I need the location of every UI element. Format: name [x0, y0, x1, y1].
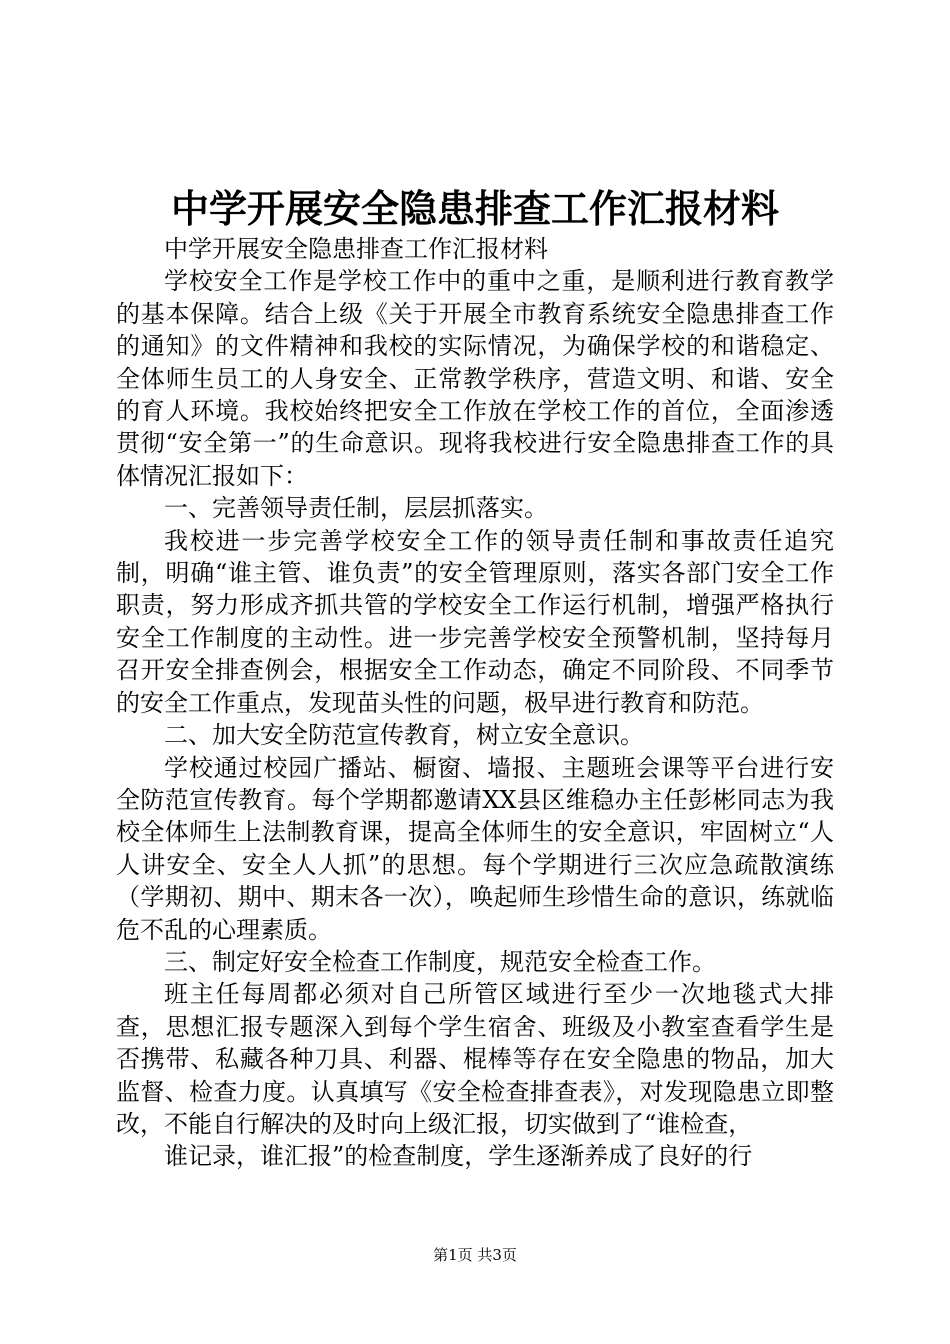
section-paragraph-3: 班主任每周都必须对自己所管区域进行至少一次地毯式大排查，思想汇报专题深入到每个学生宿舍、班级及小教室查看学生是否携带、私藏各种刀具、利器、棍棒等存在安全隐患的物品，加大监督、检查力度。认真填写《安全检查排查表》，对发现隐患立即整改，不能自行解决的及时向上级汇报，切实做到了“谁检查， — [116, 980, 834, 1138]
continuation-paragraph: 谁记录，谁汇报”的检查制度，学生逐渐养成了良好的行 — [164, 1142, 753, 1171]
page-number-footer: 第1页 共3页 — [433, 1246, 517, 1264]
section-paragraph-1: 我校进一步完善学校安全工作的领导责任制和事故责任追究制，明确“谁主管、谁负责”的安全管理原则，落实各部门安全工作职责，努力形成齐抓共管的学校安全工作运行机制，增强严格执行安全工作制度的主动性。进一步完善学校安全预警机制，坚持每月召开安全排查例会，根据安全工作动态，确定不同阶段、不同季节的安全工作重点，发现苗头性的问题，极早进行教育和防范。 — [116, 526, 834, 717]
section-paragraph-2: 学校通过校园广播站、橱窗、墙报、主题班会课等平台进行安全防范宣传教育。每个学期都邀请XX县区维稳办主任彭彬同志为我校全体师生上法制教育课，提高全体师生的安全意识，牢固树立“人人讲安全、安全人人抓”的思想。每个学期进行三次应急疏散演练（学期初、期中、期末各一次），唤起师生珍惜生命的意识，练就临危不乱的心理素质。 — [116, 753, 834, 944]
document-title: 中学开展安全隐患排查工作汇报材料 — [170, 186, 779, 231]
intro-paragraph: 学校安全工作是学校工作中的重中之重，是顺利进行教育教学的基本保障。结合上级《关于开展全市教育系统安全隐患排查工作的通知》的文件精神和我校的实际情况，为确保学校的和谐稳定、全体师生员工的人身安全、正常教学秩序，营造文明、和谐、安全的育人环境。我校始终把安全工作放在学校工作的首位，全面渗透贯彻“安全第一”的生命意识。现将我校进行安全隐患排查工作的具体情况汇报如下： — [116, 267, 834, 490]
section-heading-3: 三、制定好安全检查工作制度，规范安全检查工作。 — [164, 947, 716, 976]
section-heading-2: 二、加大安全防范宣传教育，树立安全意识。 — [164, 721, 644, 750]
section-heading-1: 一、完善领导责任制，层层抓落实。 — [164, 494, 548, 523]
document-body — [116, 233, 834, 1173]
subtitle-paragraph: 中学开展安全隐患排查工作汇报材料 — [164, 235, 548, 263]
